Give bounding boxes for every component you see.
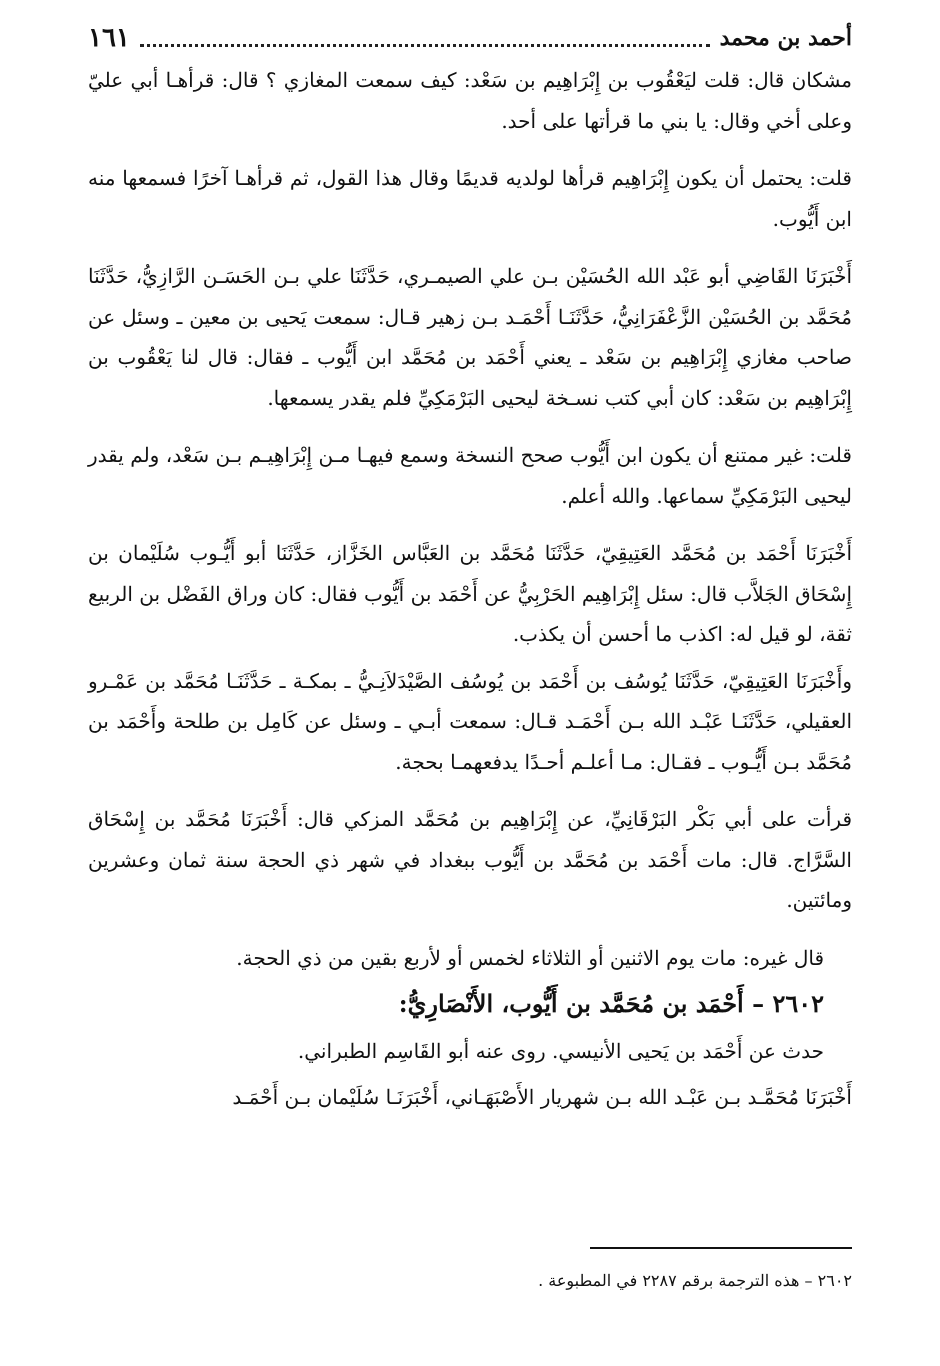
paragraph: وأَخْبَرَنَا العَتِيقِيّ، حَدَّثَنَا يُوسُف بن أَحْمَد بن يُوسُف الصَّيْدَلاَنِـيُّ ـ بمكـة ـ حَدَّثَنَـا مُحَمَّد بن عَمْـرو العقيلي، حَدَّثَنَـا عَبْـد الله بـن أَحْمَـد قـال: سمعت أبـي ـ وسئل عن كَامِل بن طلحة وأَحْمَد بن مُحَمَّد بـن أَيُّـوب ـ فقـال: مـا أعلـم أحـدًا يدفعهمـا بحجة. — [88, 668, 852, 774]
paragraph: أَخْبَرَنَا أَحْمَد بن مُحَمَّد العَتِيقِيّ، حَدَّثَنَا مُحَمَّد بن العَبَّاس الخَزَّاز، حَدَّثَنَا أبو أَيُّـوب سُلَيْمان بن إِسْحَاق الجَلاَّب قال: سئل إِبْرَاهِيم الحَرْبِيُّ عن أَحْمَد بن أَيُّوب فقال: كان وراق الفَضْل بن الربيع ثقة، لو قيل له: اكذب ما أحسن أن يكذب. — [88, 541, 852, 646]
page-number: ١٦١ — [88, 23, 130, 53]
main-text — [88, 60, 852, 1124]
running-title: أحمد بن محمد — [719, 25, 852, 51]
footnote: ٢٦٠٢ – هذه الترجمة برقم ٢٢٨٧ في المطبوعة . — [538, 1271, 852, 1290]
footnote-rule — [590, 1247, 852, 1249]
paragraph: قال غيره: مات يوم الاثنين أو الثلاثاء لخمس أو لأربع بقين من ذي الحجة. — [236, 945, 824, 970]
leader-dots — [140, 30, 710, 47]
entry-line: حدث عن أَحْمَد بن يَحيى الأنيسي. روى عنه أبو القَاسِم الطبراني. — [297, 1038, 824, 1063]
paragraph: قلت: غير ممتنع أن يكون ابن أَيُّوب صحح النسخة وسمع فيهـا مـن إِبْرَاهِيـم بـن سَعْد، ولم يقدر ليحيى البَرْمَكِيِّ سماعها. والله أعلم. — [88, 443, 852, 508]
paragraph: أَخْبَرَنَا القَاضِي أبو عَبْد الله الحُسَيْن بـن علي الصيمـري، حَدَّثَنَا علي بـن الحَسَـن الرَّازِيُّ، حَدَّثَنَا مُحَمَّد بن الحُسَيْن الزَّعْفَرَانِيُّ، حَدَّثَنَـا أَحْمَـد بـن زهير قـال: سمعت يَحيى بن معين ـ وسئل عن صاحب مغازي إِبْرَاهِيم بن سَعْد ـ يعني أَحْمَد بن مُحَمَّد ابن أَيُّوب ـ فقال: قال لنا يَعْقُوب بن إِبْرَاهِيم بن سَعْد: كان أبي كتب نسـخة ليحيى البَرْمَكِيِّ فلم يقدر يسمعها. — [88, 264, 852, 410]
paragraph: قلت: يحتمل أن يكون إِبْرَاهِيم قرأها لولديه قديمًا وقال هذا القول، ثم قرأهـا آخرًا فسمعها منه ابن أَيُّوب. — [88, 166, 852, 231]
paragraph: قرأت على أبي بَكْر البَرْقَانِيِّ، عن إِبْرَاهِيم بن مُحَمَّد المزكي قال: أَخْبَرَنَا مُحَمَّد بن إِسْحَاق السَّرَّاج. قال: مات أَحْمَد بن مُحَمَّد بن أَيُّوب ببغداد في شهر ذي الحجة سنة ثمان وعشرين ومائتين. — [88, 807, 852, 912]
entry-heading: ٢٦٠٢ – أَحْمَد بن مُحَمَّد بن أَيُّوب، الأَنْصَارِيُّ: — [398, 989, 824, 1018]
entry-line: أَخْبَرَنَا مُحَمَّـد بـن عَبْـد الله بـن شهريار الأَصْبَهَـاني، أَخْبَرَنَـا سُلَيْمان بـن أَحْمَـد — [232, 1085, 852, 1109]
running-head — [88, 18, 852, 58]
paragraph: مشكان قال: قلت ليَعْقُوب بن إِبْرَاهِيم بن سَعْد: كيف سمعت المغازي ؟ قال: قرأهـا أبي عليّ وعلى أخي وقال: يا بني ما قرأتها على أحد. — [88, 68, 852, 133]
